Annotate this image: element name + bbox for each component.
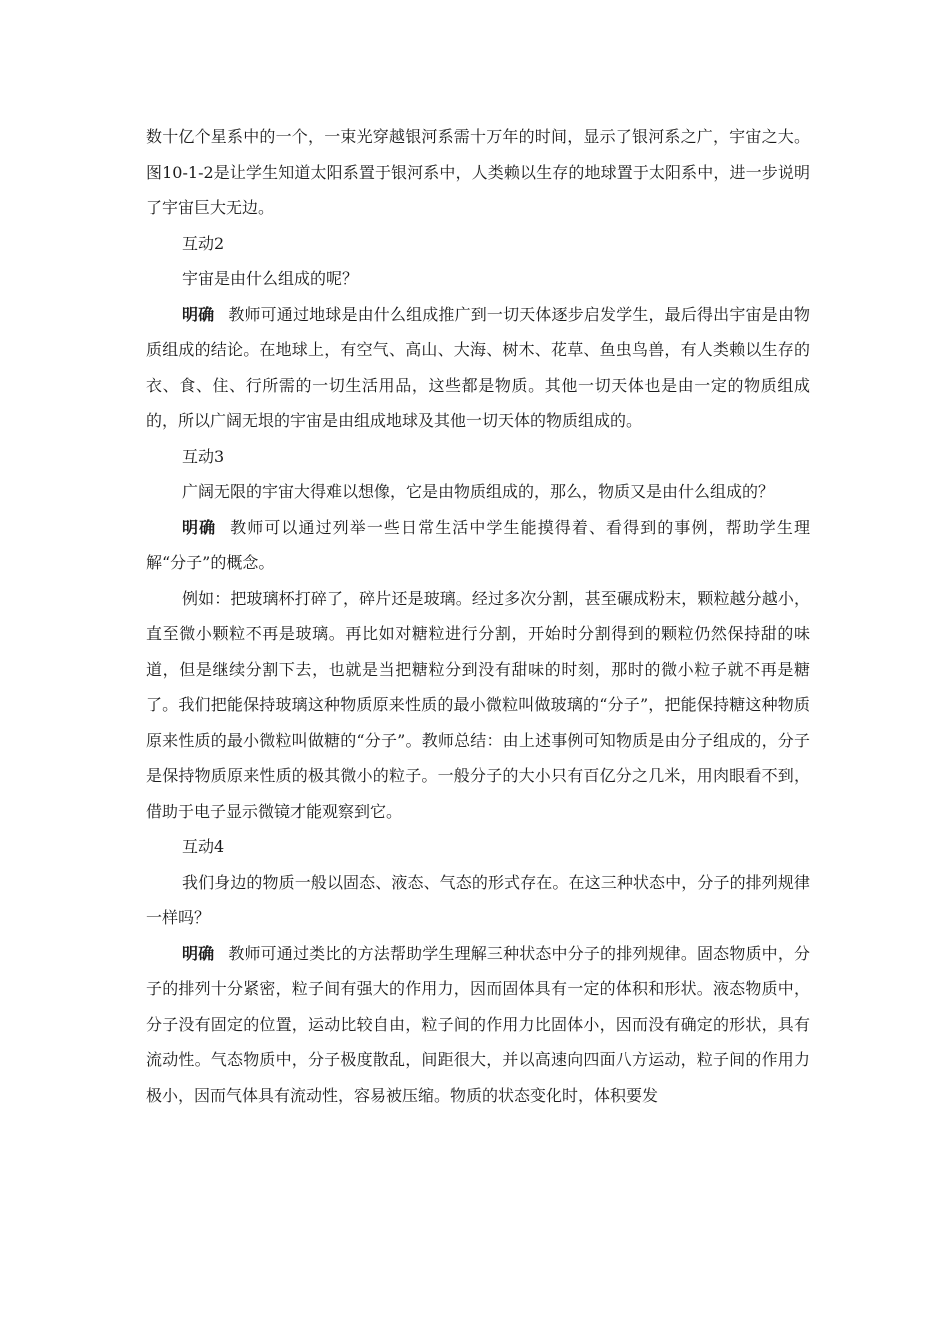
heading-interaction-2: 互动2 xyxy=(182,233,225,253)
paragraph-galaxy-intro: 数十亿个星系中的一个，一束光穿越银河系需十万年的时间，显示了银河系之广，宇宙之大。图10-1-2是让学生知道太阳系置于银河系中，人类赖以生存的地球置于太阳系中，进一步说明了宇宙巨大无边。 xyxy=(146,127,810,217)
answer-label: 明确 xyxy=(182,943,215,963)
paragraph-glass-sugar-example: 例如：把玻璃杯打碎了，碎片还是玻璃。经过多次分割，甚至碾成粉末，颗粒越分越小，直至微小颗粒不再是玻璃。再比如对糖粒进行分割，开始时分割得到的颗粒仍然保持甜的味道，但是继续分割下去，也就是当把糖粒分到没有甜味的时刻，那时的微小粒子就不再是糖了。我们把能保持玻璃这种物质原来性质的最小微粒叫做玻璃的“分子”，把能保持糖这种物质原来性质的最小微粒叫做糖的“分子”。教师总结：由上述事例可知物质是由分子组成的，分子是保持物质原来性质的极其微小的粒子。一般分子的大小只有百亿分之几米，用肉眼看不到，借助于电子显示微镜才能观察到它。 xyxy=(146,588,810,821)
answer-text: 教师可通过类比的方法帮助学生理解三种状态中分子的排列规律。固态物质中，分子的排列十分紧密，粒子间有强大的作用力，因而固体具有一定的体积和形状。液态物质中，分子没有固定的位置，运动比较自由，粒子间的作用力比固体小，因而没有确定的形状，具有流动性。气态物质中，分子极度散乱，间距很大，并以高速向四面八方运动，粒子间的作用力极小，因而气体具有流动性，容易被压缩。物质的状态变化时，体积要发 xyxy=(146,943,810,1105)
question-universe-composition: 宇宙是由什么组成的呢？ xyxy=(182,269,359,288)
heading-interaction-4: 互动4 xyxy=(182,837,225,856)
answer-text: 教师可通过地球是由什么组成推广到一切天体逐步启发学生，最后得出宇宙是由物质组成的结论。在地球上，有空气、高山、大海、树木、花草、鱼虫鸟兽，有人类赖以生存的衣、食、住、行所需的一切生活用品，这些都是物质。其他一切天体也是由一定的物质组成的，所以广阔无垠的宇宙是由组成地球及其他一切天体的物质组成的。 xyxy=(146,304,810,430)
heading-interaction-3: 互动3 xyxy=(182,446,225,466)
answer-molecule-concept xyxy=(146,510,810,581)
document-body xyxy=(146,119,810,1113)
question-matter-composition: 广阔无限的宇宙大得难以想像，它是由物质组成的，那么，物质又是由什么组成的？ xyxy=(182,482,775,501)
answer-label: 明确 xyxy=(182,517,217,537)
answer-universe-composition xyxy=(146,297,810,439)
answer-label: 明确 xyxy=(182,304,215,324)
answer-text: 教师可以通过列举一些日常生活中学生能摸得着、看得到的事例，帮助学生理解“分子”的概念。 xyxy=(146,517,810,572)
question-states-of-matter: 我们身边的物质一般以固态、液态、气态的形式存在。在这三种状态中，分子的排列规律一样吗？ xyxy=(146,872,810,927)
answer-states-of-matter xyxy=(146,936,810,1114)
